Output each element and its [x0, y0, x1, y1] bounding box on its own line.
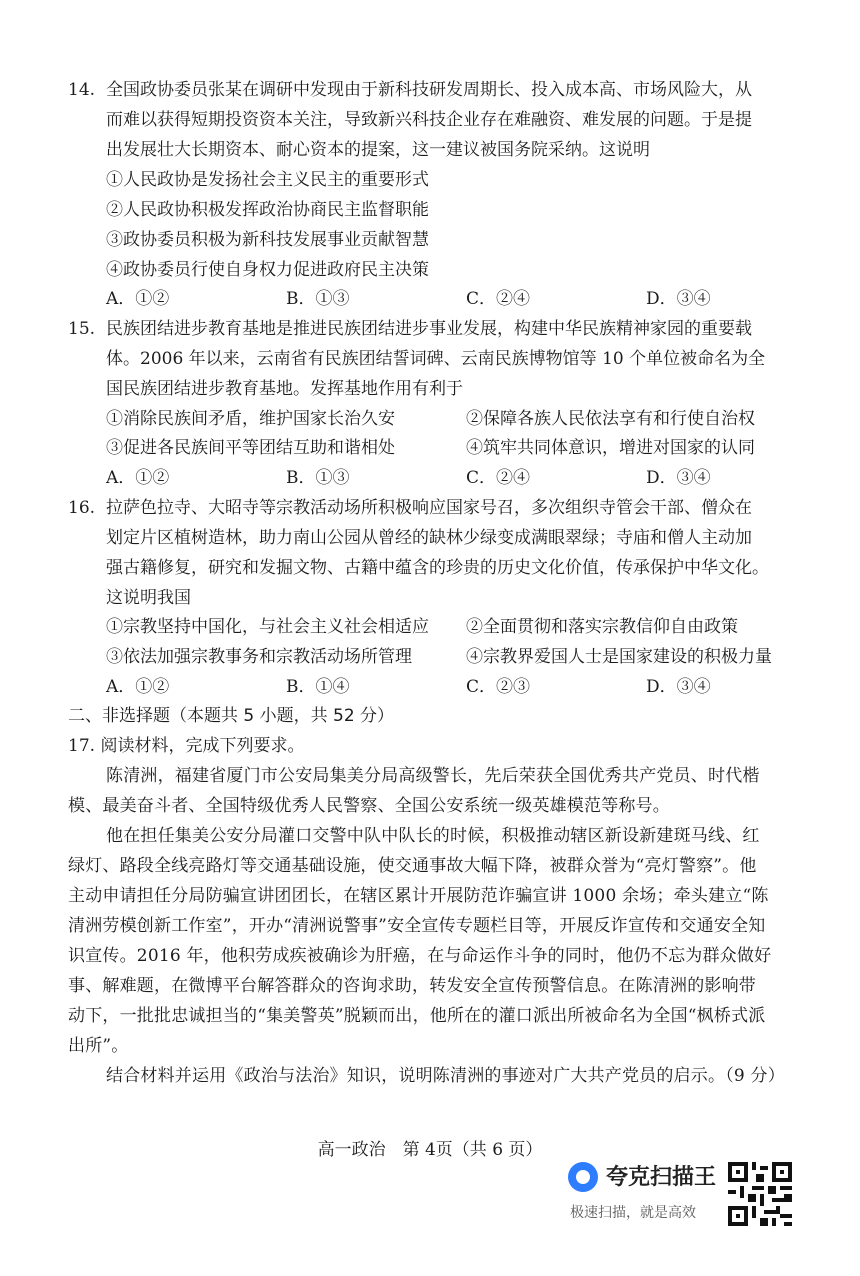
choice-d: D．③④	[646, 468, 711, 488]
question-text-line: 而难以获得短期投资资本关注，导致新兴科技企业存在难融资、难发展的问题。于是提	[106, 110, 752, 130]
section-heading: 二、非选择题（本题共 5 小题，共 52 分）	[68, 706, 395, 726]
material-line: 事、解难题，在微博平台解答群众的咨询求助，转发安全宣传预警信息。在陈清洲的影响带	[68, 976, 756, 996]
choice-b: B．①④	[286, 677, 350, 697]
question-number: 14.	[68, 80, 96, 100]
statement: ②人民政协积极发挥政治协商民主监督职能	[106, 200, 429, 220]
choice-a: A．①②	[106, 677, 170, 697]
scanner-watermark	[568, 1162, 808, 1262]
question-text-line: 全国政协委员张某在调研中发现由于新科技研发周期长、投入成本高、市场风险大，从	[106, 80, 752, 100]
statement: ④宗教界爱国人士是国家建设的积极力量	[466, 647, 772, 667]
question-intro: 17. 阅读材料，完成下列要求。	[68, 736, 305, 756]
question-number: 16.	[68, 498, 96, 518]
material-line: 陈清洲，福建省厦门市公安局集美分局高级警长，先后荣获全国优秀共产党员、时代楷	[106, 766, 760, 786]
choice-c: C．②③	[466, 677, 531, 697]
choice-c: C．②④	[466, 468, 531, 488]
choice-d: D．③④	[646, 677, 711, 697]
choice-c: C．②④	[466, 289, 531, 309]
statement: ②全面贯彻和落实宗教信仰自由政策	[466, 617, 738, 637]
question-text-line: 民族团结进步教育基地是推进民族团结进步事业发展，构建中华民族精神家园的重要载	[106, 319, 752, 339]
material-line: 识宣传。2016 年，他积劳成疾被确诊为肝癌，在与命运作斗争的同时，他仍不忘为群众做好	[68, 946, 772, 966]
question-text-line: 这说明我国	[106, 588, 191, 608]
statement: ②保障各族人民依法享有和行使自治权	[466, 409, 755, 429]
statement: ①人民政协是发扬社会主义民主的重要形式	[106, 170, 429, 190]
material-line: 绿灯、路段全线亮路灯等交通基础设施，使交通事故大幅下降，被群众誉为“亮灯警察”。他	[68, 856, 757, 876]
qr-code-icon	[728, 1162, 792, 1226]
scanner-logo-icon	[568, 1162, 598, 1192]
question-text-line: 国民族团结进步教育基地。发挥基地作用有利于	[106, 379, 463, 399]
question-text-line: 强古籍修复，研究和发掘文物、古籍中蕴含的珍贵的历史文化价值，传承保护中华文化。	[106, 558, 769, 578]
material-line: 动下，一批批忠诚担当的“集美警英”脱颖而出，他所在的灌口派出所被命名为全国“枫桥式派	[68, 1006, 766, 1026]
material-line: 出所”。	[68, 1036, 129, 1056]
watermark-subtitle: 极速扫描，就是高效	[570, 1205, 696, 1221]
choice-a: A．①②	[106, 468, 170, 488]
page-footer: 高一政治 第 4页（共 6 页）	[317, 1140, 543, 1160]
question-text-line: 体。2006 年以来，云南省有民族团结誓词碑、云南民族博物馆等 10 个单位被命名为全	[106, 349, 766, 369]
question-text-line: 划定片区植树造林，助力南山公园从曾经的缺林少绿变成满眼翠绿；寺庙和僧人主动加	[106, 528, 752, 548]
question-text-line: 出发展壮大长期资本、耐心资本的提案，这一建议被国务院采纳。这说明	[106, 140, 650, 160]
choice-d: D．③④	[646, 289, 711, 309]
choice-b: B．①③	[286, 468, 350, 488]
task-text: 结合材料并运用《政治与法治》知识，说明陈清洲的事迹对广大共产党员的启示。（9 分）	[106, 1066, 785, 1086]
statement: ①消除民族间矛盾，维护国家长治久安	[106, 409, 395, 429]
question-text-line: 拉萨色拉寺、大昭寺等宗教活动场所积极响应国家号召，多次组织寺管会干部、僧众在	[106, 498, 752, 518]
material-line: 模、最美奋斗者、全国特级优秀人民警察、全国公安系统一级英雄模范等称号。	[68, 796, 670, 816]
material-line: 他在担任集美公安分局灌口交警中队中队长的时候，积极推动辖区新设新建斑马线、红	[106, 826, 760, 846]
statement: ③政协委员积极为新科技发展事业贡献智慧	[106, 230, 429, 250]
material-line: 主动申请担任分局防骗宣讲团团长，在辖区累计开展防范诈骗宣讲 1000 余场；牵头建立“陈	[68, 886, 769, 906]
material-line: 清洲劳模创新工作室”，开办“清洲说警事”安全宣传专题栏目等，开展反诈宣传和交通安全知	[68, 916, 766, 936]
choice-b: B．①③	[286, 289, 350, 309]
watermark-title: 夸克扫描王	[606, 1165, 717, 1190]
statement: ③依法加强宗教事务和宗教活动场所管理	[106, 647, 412, 667]
statement: ①宗教坚持中国化，与社会主义社会相适应	[106, 617, 429, 637]
statement: ④筑牢共同体意识，增进对国家的认同	[466, 438, 755, 458]
statement: ③促进各民族间平等团结互助和谐相处	[106, 438, 395, 458]
question-number: 15.	[68, 319, 96, 339]
choice-a: A．①②	[106, 289, 170, 309]
statement: ④政协委员行使自身权力促进政府民主决策	[106, 260, 429, 280]
